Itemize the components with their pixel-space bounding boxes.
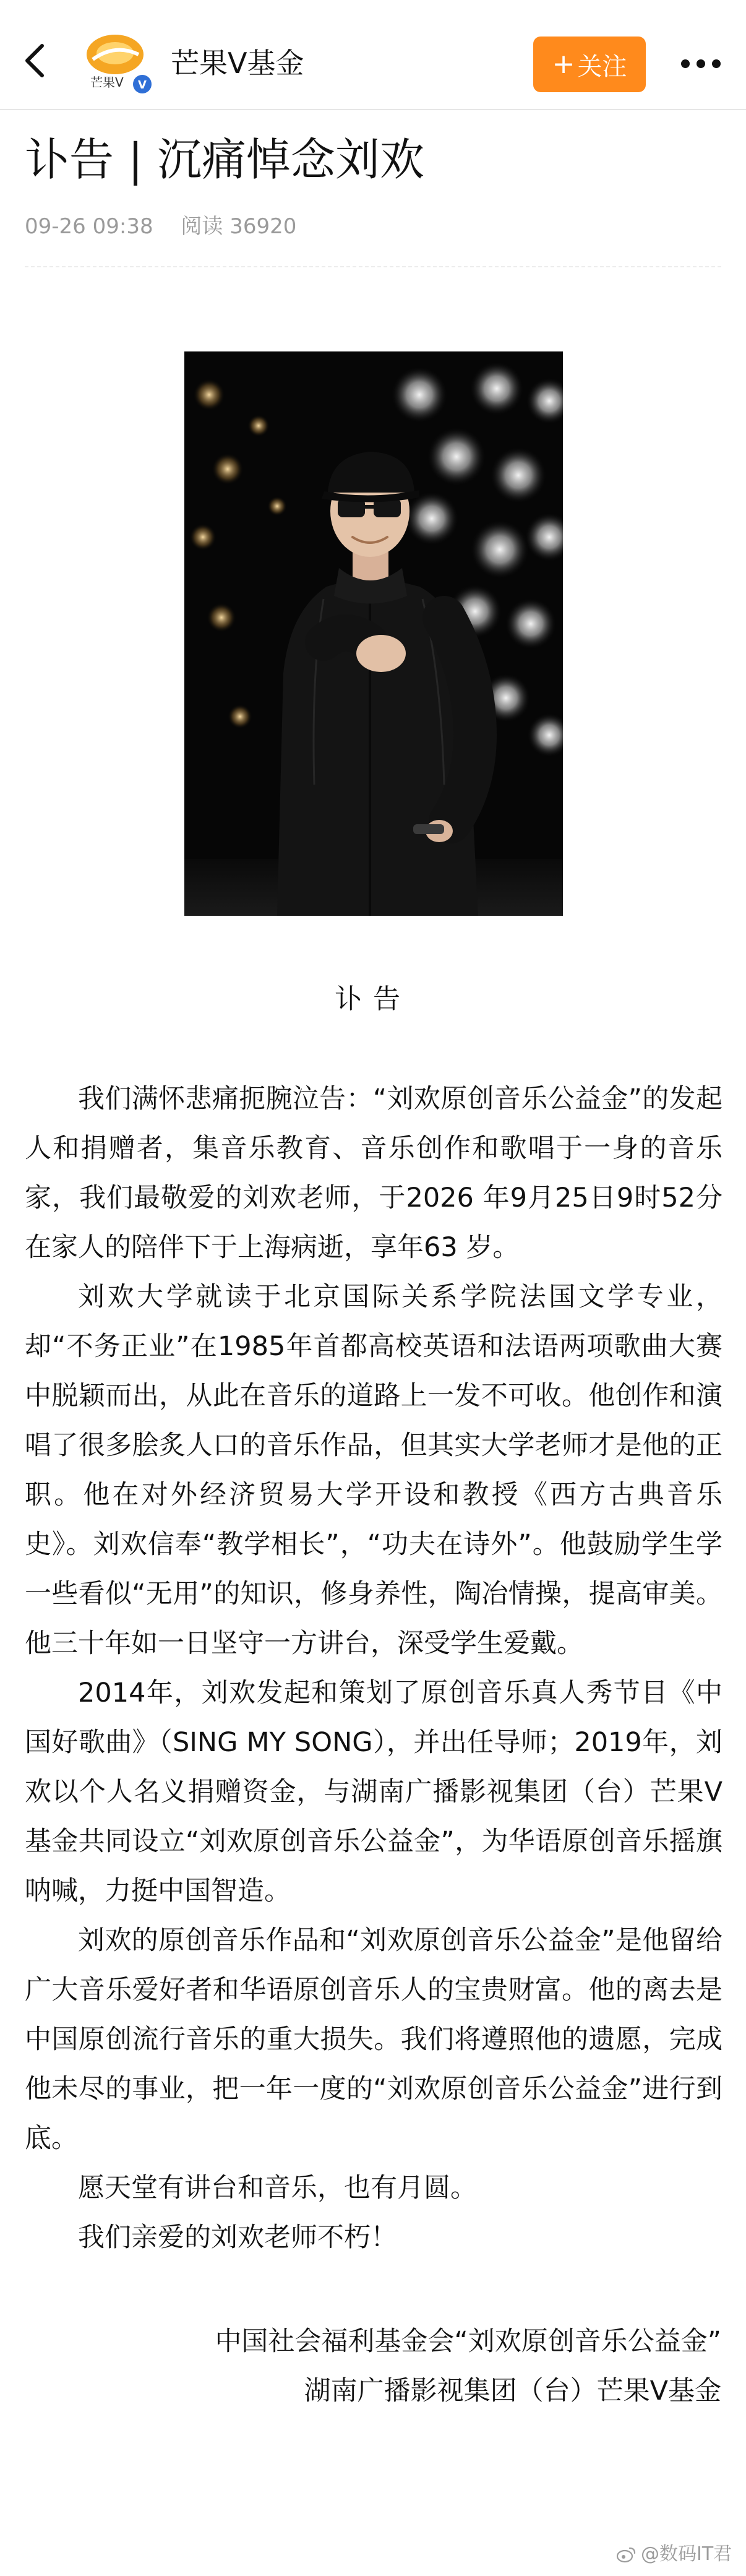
more-horizontal-icon	[679, 58, 722, 70]
watermark-text: @数码IT君	[641, 2543, 732, 2565]
body-paragraph: 愿天堂有讲台和音乐，也有月圆。	[78, 2173, 477, 2203]
views-label: 阅读	[181, 214, 223, 239]
body-paragraph: 我们满怀悲痛扼腕泣告：“刘欢原创音乐公益金”的发起人和捐赠者，集音乐教育、音乐创作和歌唱于一身的音乐家，我们最敬爱的刘欢老师，于2026 年9月25日9时52分在家人的陪伴下于上海病逝，享年63 岁。	[25, 1083, 722, 1263]
account-name[interactable]: 芒果V基金	[171, 46, 304, 80]
topbar-divider	[0, 109, 746, 110]
follow-button[interactable]	[533, 37, 646, 92]
top-navigation-bar	[0, 0, 746, 131]
body-paragraph: 刘欢的原创音乐作品和“刘欢原创音乐公益金”是他留给广大音乐爱好者和华语原创音乐人的宝贵财富。他的离去是中国原创流行音乐的重大损失。我们将遵照他的遗愿，完成他未尽的事业，把一年一度的“刘欢原创音乐公益金”进行到底。	[25, 1925, 722, 2154]
follow-label: 关注	[577, 52, 627, 81]
back-button[interactable]	[12, 38, 57, 83]
meta-divider	[25, 266, 721, 267]
portrait-illustration	[184, 351, 563, 916]
avatar-logo-text: 芒果V	[90, 75, 124, 90]
chevron-left-icon	[22, 42, 47, 79]
watermark	[616, 2542, 732, 2567]
article-meta	[25, 210, 296, 243]
body-paragraph: 我们亲爱的刘欢老师不朽！	[78, 2222, 397, 2253]
account-avatar[interactable]	[82, 30, 155, 98]
notice-heading: 讣告	[335, 983, 411, 1015]
svg-text:V: V	[138, 79, 147, 92]
article-title: 讣告 | 沉痛悼念刘欢	[25, 134, 425, 186]
body-paragraph: 刘欢大学就读于北京国际关系学院法国文学专业，却“不务正业”在1985年首都高校英语和法语两项歌曲大赛中脱颖而出，从此在音乐的道路上一发不可收。他创作和演唱了很多脍炙人口的音乐作品，但其实大学老师才是他的正职。他在对外经济贸易大学开设和教授《西方古典音乐史》。刘欢信奉“教学相长”，“功夫在诗外”。他鼓励学生学一些看似“无用”的知识，修身养性，陶冶情操，提高审美。他三十年如一日坚守一方讲台，深受学生爱戴。	[25, 1282, 722, 1659]
signature-line: 湖南广播影视集团（台）芒果V基金	[304, 2376, 721, 2406]
mango-v-logo-icon	[82, 30, 155, 98]
signature-line: 中国社会福利基金会“刘欢原创音乐公益金”	[215, 2326, 721, 2357]
weibo-logo-icon	[616, 2546, 637, 2563]
more-options-button[interactable]	[673, 42, 729, 85]
article-body	[25, 1074, 722, 2262]
portrait-photo[interactable]	[184, 351, 563, 916]
plus-icon: +	[552, 48, 575, 80]
signature-block	[24, 2317, 721, 2416]
body-paragraph: 2014年，刘欢发起和策划了原创音乐真人秀节目《中国好歌曲》（SING MY SONG），并出任导师；2019年，刘欢以个人名义捐赠资金，与湖南广播影视集团（台）芒果V基金共同设立“刘欢原创音乐公益金”，为华语原创音乐摇旗呐喊，力挺中国智造。	[25, 1678, 722, 1906]
publish-date: 09-26 09:38	[25, 214, 153, 239]
views-count: 36920	[229, 214, 297, 239]
